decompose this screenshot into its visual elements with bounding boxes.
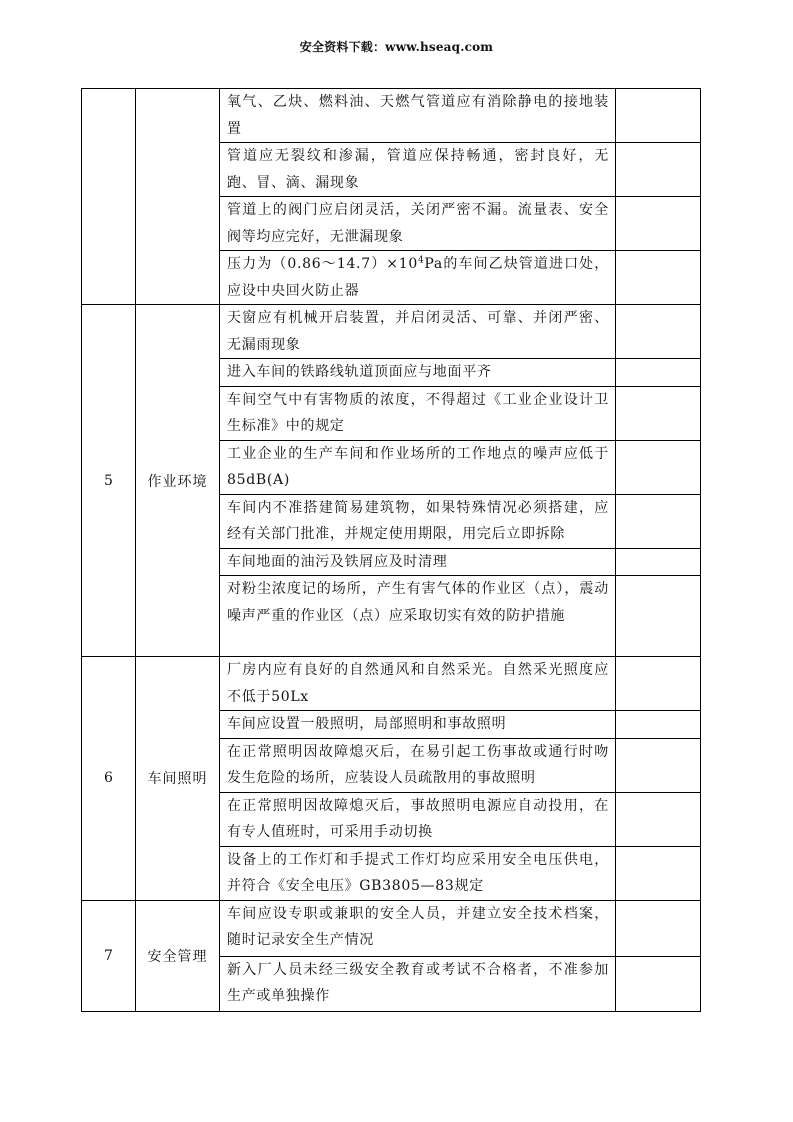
check-standard: 管道应无裂纹和渗漏，管道应保持畅通，密封良好，无跑、冒、滴、漏现象 <box>220 143 616 197</box>
check-result-cell <box>616 440 701 494</box>
check-standard: 在正常照明因故障熄灭后，事故照明电源应自动投用，在有专人值班时，可采用手动切换 <box>220 792 616 846</box>
table-row <box>82 305 701 359</box>
check-standard: 车间空气中有害物质的浓度，不得超过《工业企业设计卫生标准》中的规定 <box>220 386 616 440</box>
check-result-cell <box>616 576 701 657</box>
check-item <box>136 89 220 305</box>
check-standard: 对粉尘浓度记的场所，产生有害气体的作业区（点），震动噪声严重的作业区（点）应采取切实有效的防护措施 <box>220 576 616 657</box>
check-result-cell <box>616 305 701 359</box>
check-result-cell <box>616 956 701 1011</box>
pressure-text-post: Pa的车间乙炔管道进口处，应设中央回火防止器 <box>227 256 609 299</box>
check-standard <box>220 251 616 305</box>
check-standard: 设备上的工作灯和手提式工作灯均应采用安全电压供电，并符合《安全电压》GB3805—83规定 <box>220 846 616 900</box>
check-standard: 车间地面的油污及铁屑应及时清理 <box>220 548 616 576</box>
check-result-cell <box>616 143 701 197</box>
pressure-text-pre: 压力为（0.86～14.7）×10 <box>227 256 418 272</box>
check-result-cell <box>616 386 701 440</box>
check-result-cell <box>616 900 701 956</box>
check-result-cell <box>616 792 701 846</box>
check-result-cell <box>616 197 701 251</box>
check-standard: 工业企业的生产车间和作业场所的工作地点的噪声应低于85dB(A) <box>220 440 616 494</box>
check-item: 车间照明 <box>136 657 220 901</box>
check-result-cell <box>616 89 701 143</box>
row-number <box>82 89 136 305</box>
check-standard: 厂房内应有良好的自然通风和自然采光。自然采光照度应不低于50Lx <box>220 657 616 711</box>
check-standard: 氧气、乙炔、燃料油、天燃气管道应有消除静电的接地装置 <box>220 89 616 143</box>
check-standard: 进入车间的铁路线轨道顶面应与地面平齐 <box>220 359 616 387</box>
check-standard: 天窗应有机械开启装置，并启闭灵活、可靠、并闭严密、无漏雨现象 <box>220 305 616 359</box>
row-number: 6 <box>82 657 136 901</box>
check-standard: 车间内不准搭建简易建筑物，如果特殊情况必须搭建，应经有关部门批准，并规定使用期限，用完后立即拆除 <box>220 494 616 548</box>
check-standard: 车间应设置一般照明，局部照明和事故照明 <box>220 711 616 739</box>
table-row <box>82 89 701 143</box>
check-item: 安全管理 <box>136 900 220 1011</box>
row-number: 7 <box>82 900 136 1011</box>
check-result-cell <box>616 738 701 792</box>
check-result-cell <box>616 548 701 576</box>
checklist-table <box>81 88 701 1012</box>
row-number: 5 <box>82 305 136 657</box>
check-item: 作业环境 <box>136 305 220 657</box>
pressure-exponent: 4 <box>417 255 425 266</box>
check-standard: 管道上的阀门应启闭灵活，关闭严密不漏。流量表、安全阀等均应完好，无泄漏现象 <box>220 197 616 251</box>
table-row <box>82 900 701 956</box>
check-result-cell <box>616 711 701 739</box>
check-result-cell <box>616 657 701 711</box>
check-result-cell <box>616 359 701 387</box>
table-row <box>82 657 701 711</box>
check-standard: 新入厂人员未经三级安全教育或考试不合格者，不准参加生产或单独操作 <box>220 956 616 1011</box>
check-result-cell <box>616 494 701 548</box>
check-result-cell <box>616 251 701 305</box>
check-standard: 车间应设专职或兼职的安全人员，并建立安全技术档案，随时记录安全生产情况 <box>220 900 616 956</box>
check-result-cell <box>616 846 701 900</box>
check-standard: 在正常照明因故障熄灭后，在易引起工伤事故或通行时吻发生危险的场所，应装设人员疏散用的事故照明 <box>220 738 616 792</box>
page-header: 安全资料下载：www.hseaq.com <box>299 40 494 54</box>
